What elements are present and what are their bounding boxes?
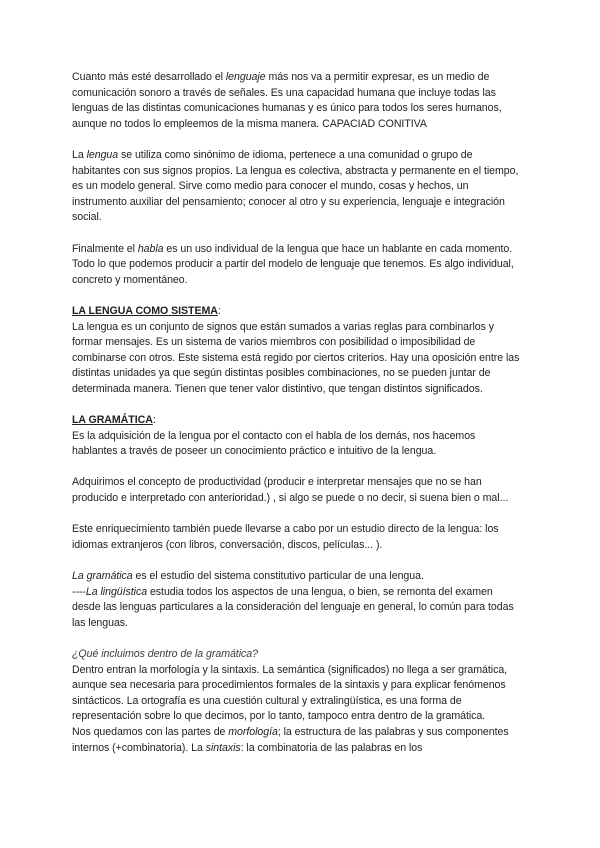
text-run: Cuanto más esté desarrollado el bbox=[72, 71, 226, 83]
text-run: más nos va a permitir expresar, es un medio de comunicación sonoro a través de señales. Es una capacidad humana que incluye todas las lenguas de las distintas comunicaciones humanas y es único para todos los seres humanos, aunque no todos lo empleemos de la misma manera. CAPACIAD CONITIVA bbox=[72, 71, 502, 130]
dash-marker: ---- bbox=[72, 585, 86, 598]
text-run: es el estudio del sistema constitutivo particular de una lengua. bbox=[132, 570, 424, 582]
term-lengua: lengua bbox=[86, 148, 119, 161]
paragraph-productividad: Adquirimos el concepto de productividad (producir e interpretar mensajes que no se han producido e interpretado con anterioridad.) , si algo se puede o no decir, si suena bien o mal... bbox=[72, 476, 509, 505]
heading-text: LA GRAMÁTICA bbox=[72, 414, 153, 427]
term-gramatica: La gramática bbox=[72, 570, 133, 582]
paragraph-enriquecimiento: Este enriquecimiento también puede llevarse a cabo por un estudio directo de la lengua: los idiomas extranjeros (con libros, conversación, discos, películas... ). bbox=[72, 523, 499, 551]
term-linguistica: La lingüística bbox=[85, 585, 148, 598]
paragraph-morfologia-sintaxis: Dentro entran la morfología y la sintaxis. La semántica (significados) no llega a ser gramática, aunque sea necesaria para procedimientos formales de la sintaxis y para explicar fenómenos sintácticos. La ortografía es una cuestión cultural y extralingüística, es una forma de representación sobre lo que decimos, por lo tanto, tampoco entra dentro de la gramática. bbox=[72, 663, 508, 723]
paragraph-sistema: La lengua es un conjunto de signos que están sumados a varias reglas para combinarlos y formar mensajes. Es un sistema de varios miembros con posibilidad o imposibilidad de combinarse con otros. Este sistema está regido por ciertos criterios. Hay una oposición entre las distintas unidades ya que según distintas posibles combinaciones, no se pueden juntar de determinada manera. Tienen que tener valor distintivo, que tengan distintos significados. bbox=[72, 320, 520, 395]
text-run: ; la estructura de las palabras y sus componentes internos (+combinatoria). La bbox=[72, 725, 509, 754]
heading-text: LA LENGUA COMO SISTEMA bbox=[72, 304, 218, 317]
section-heading-gramatica bbox=[72, 413, 520, 429]
heading-colon: : bbox=[217, 304, 221, 317]
paragraph-gramatica-definicion bbox=[72, 569, 520, 631]
term-morfologia: morfología bbox=[228, 725, 278, 738]
text-run: Nos quedamos con las partes de bbox=[72, 725, 229, 738]
text-run: estudia todos los aspectos de una lengua, o bien, se remonta del examen desde las lenguas particulares a la consideración del lenguaje en general, lo común para todas las lenguas. bbox=[72, 585, 514, 629]
paragraph-lengua bbox=[72, 148, 520, 226]
text-run: se utiliza como sinónimo de idioma, pertenece a una comunidad o grupo de habitantes con sus signos propios. La lengua es colectiva, abstracta y permanente en el tiempo, es un modelo general. Sirve como medio para conocer el mundo, cosas y hechos, un instrumento auxiliar del pensamiento; conocer al otro y su experiencia, lenguaje e integración social. bbox=[72, 148, 519, 224]
text-run: : la combinatoria de las palabras en los bbox=[240, 741, 423, 754]
paragraph-partes bbox=[72, 725, 520, 756]
term-lenguaje: lenguaje bbox=[225, 71, 266, 83]
text-run: es un uso individual de la lengua que hace un hablante en cada momento. Todo lo que podemos producir a partir del modelo de lenguaje que tenemos. Es algo individual, concreto y momentáneo. bbox=[72, 242, 514, 286]
section-heading-lengua-sistema bbox=[72, 304, 520, 320]
text-run: La bbox=[72, 148, 87, 161]
paragraph-lenguaje bbox=[72, 70, 520, 132]
heading-colon: : bbox=[152, 414, 156, 427]
term-habla: habla bbox=[137, 242, 164, 255]
paragraph-habla bbox=[72, 242, 520, 289]
paragraph-adquisicion: Es la adquisición de la lengua por el contacto con el habla de los demás, nos hacemos hablantes a través de poseer un conocimiento práctico e intuitivo de la lengua. bbox=[72, 429, 476, 458]
text-run: Finalmente el bbox=[72, 242, 138, 255]
term-sintaxis: sintaxis bbox=[205, 741, 241, 754]
question-heading: ¿Qué incluimos dentro de la gramática? bbox=[72, 647, 258, 660]
